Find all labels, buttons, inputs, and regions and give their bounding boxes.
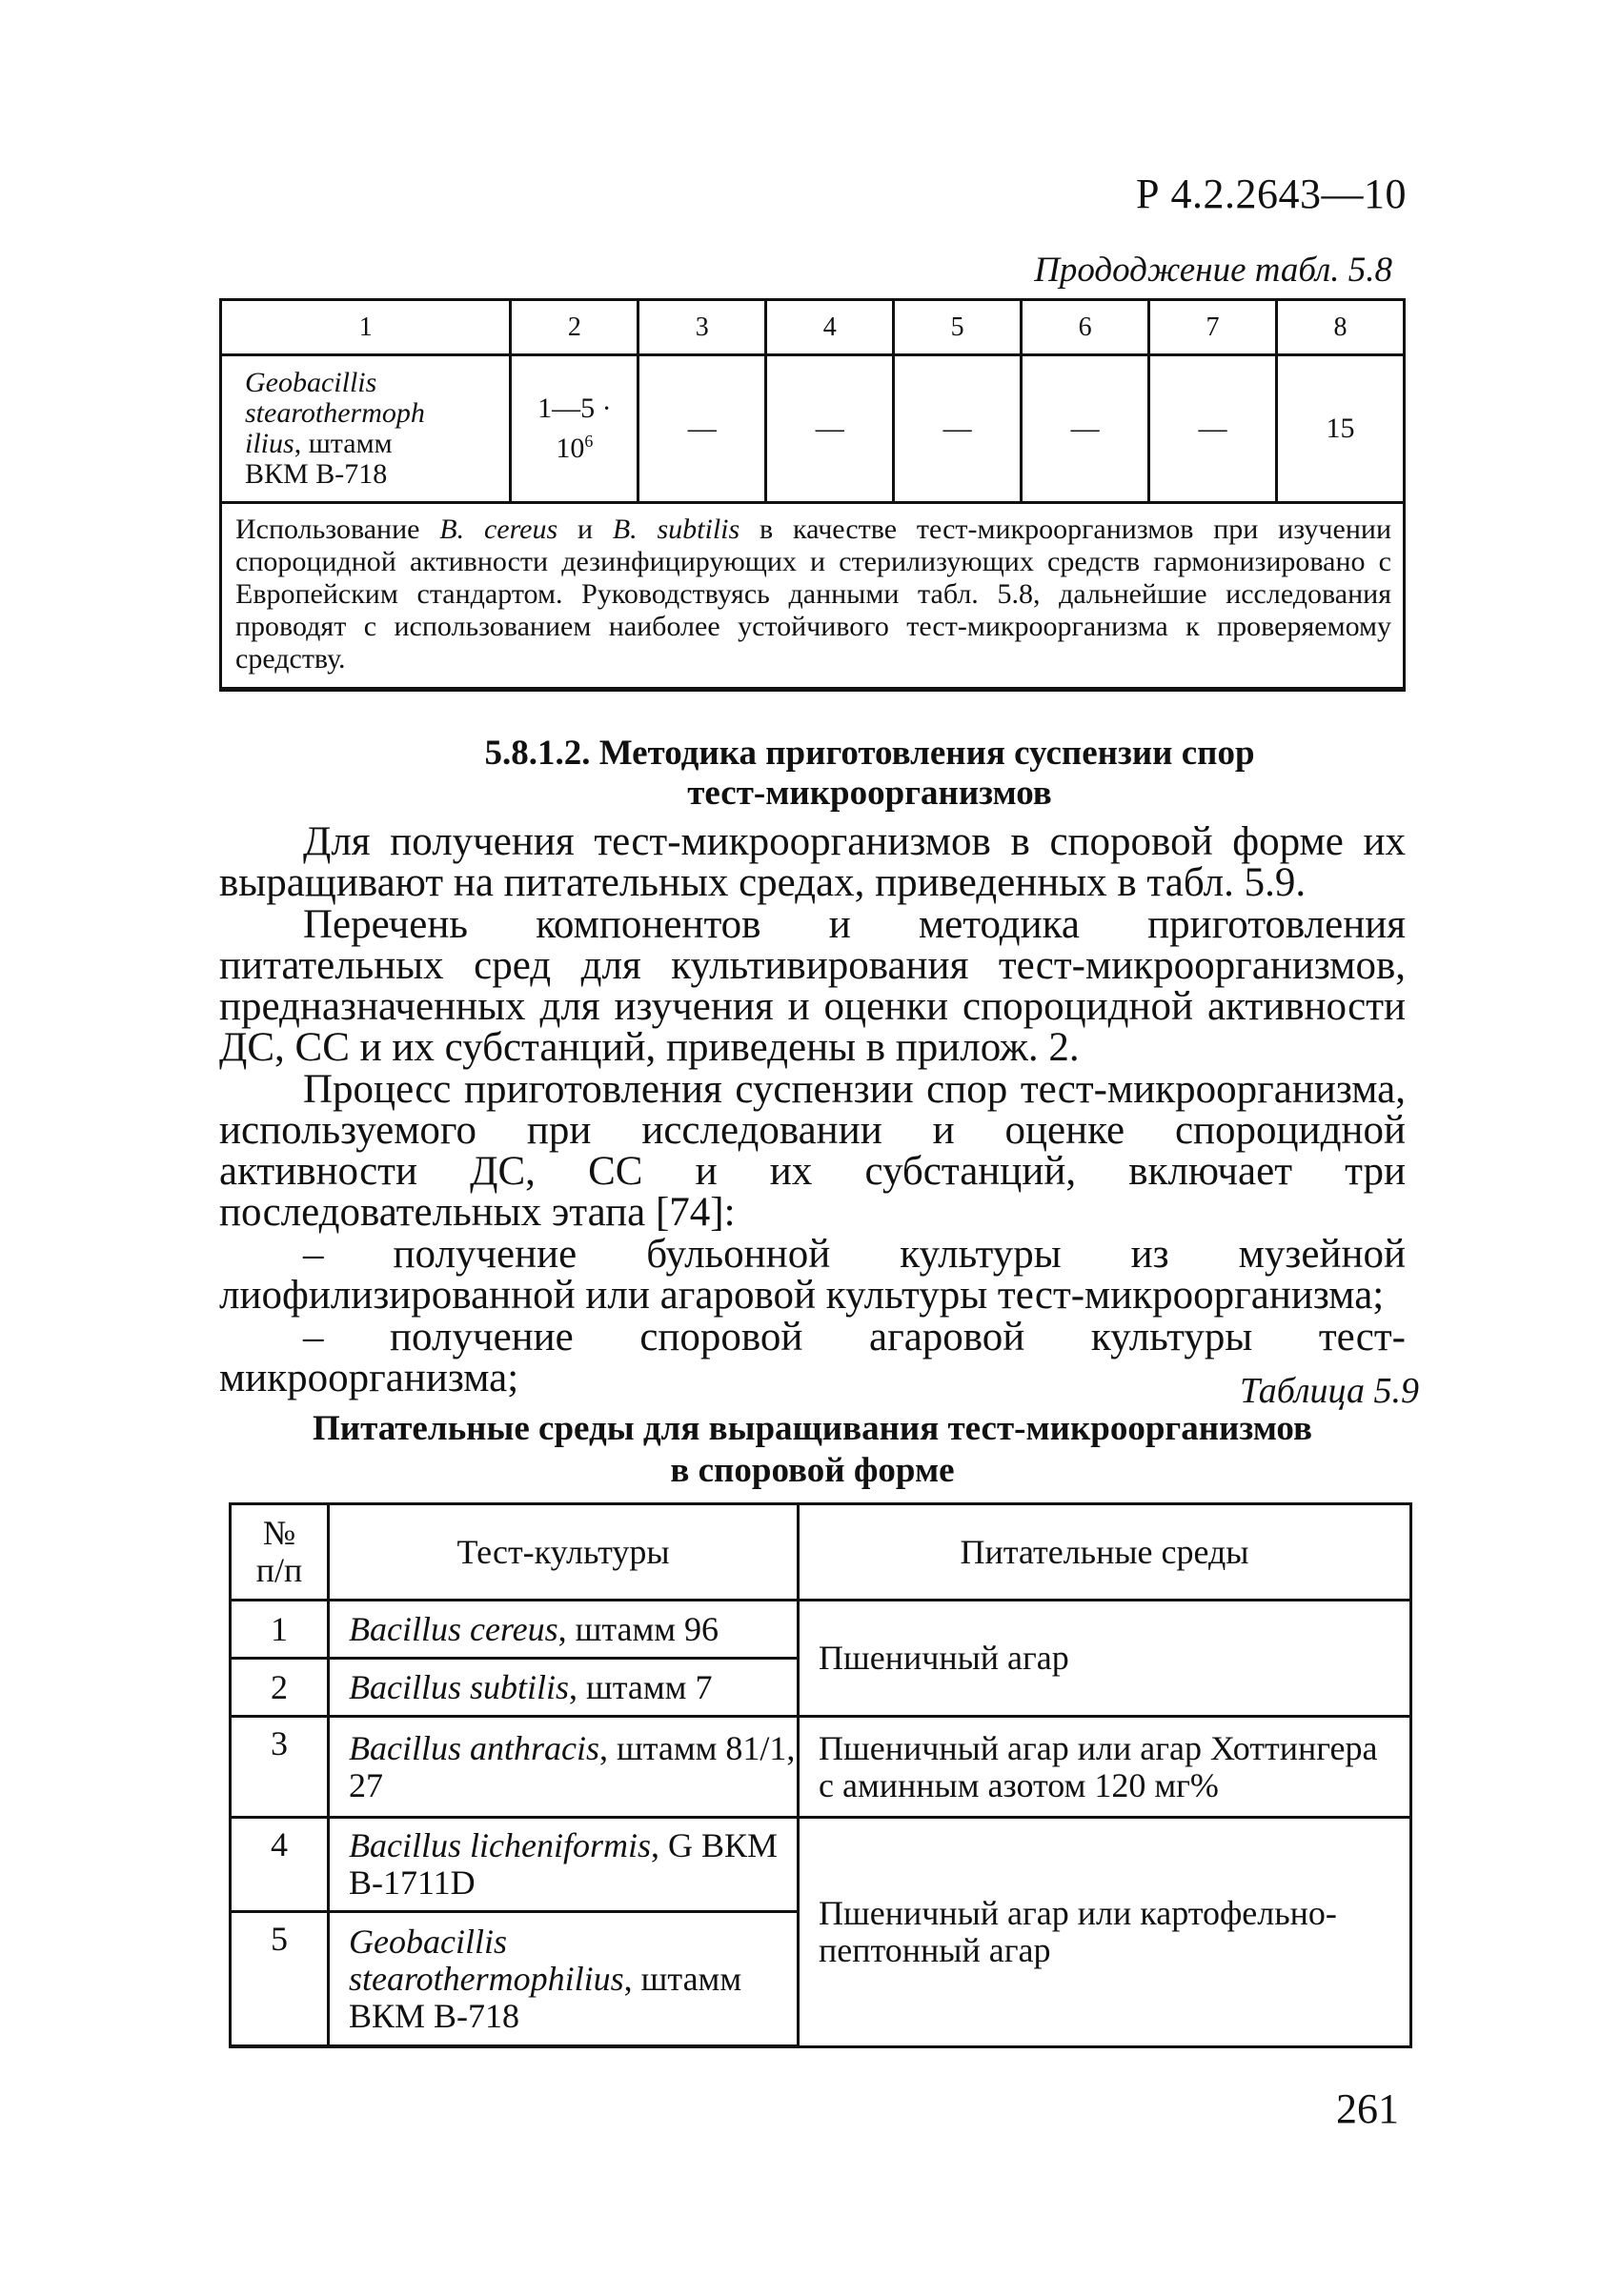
section-heading-line: тест-микроорганизмов — [687, 774, 1052, 813]
table-cell: — — [894, 355, 1022, 503]
culture-cell — [329, 1717, 799, 1818]
note-text: в качестве тест-микроорганизмов при изучении спороцидной активности дезинфицирующих и стерилизующих средств гармонизировано с Европейским стандартом. Руководствуясь данными табл. 5.8, дальнейшие исследования проводят с использованием наиболее устойчивого тест-микроорганизма к проверяемому средству. — [235, 514, 1391, 675]
table-title-line: Питательные среды для выращивания тест-микроорганизмов — [312, 1409, 1312, 1448]
list-item-text: – получение бульонной культуры из музейной лиофилизированной или агаровой культуры тест-микроорганизма; — [219, 1232, 1406, 1318]
organism-name: stearothermoph — [245, 397, 425, 429]
strain-label: , штамм 7 — [569, 1667, 713, 1706]
list-item — [219, 1234, 1406, 1316]
note-species: B. cereus — [439, 514, 558, 545]
table-title — [219, 1408, 1406, 1492]
culture-cell — [329, 1601, 799, 1659]
row-number: 3 — [231, 1717, 329, 1818]
list-item — [219, 1317, 1406, 1399]
column-header: 1 — [221, 300, 511, 355]
document-code: Р 4.2.2643—10 — [1136, 171, 1407, 217]
strain-label: , штамм — [294, 428, 393, 459]
section-heading — [219, 734, 1406, 814]
header-text: № — [262, 1514, 296, 1552]
column-header: 2 — [511, 300, 638, 355]
strain-label: , штамм ВКМ В-718 — [349, 1959, 742, 2035]
row-number: 5 — [231, 1912, 329, 2047]
header-text: п/п — [255, 1551, 303, 1589]
table-header-row — [231, 1504, 1411, 1601]
table-note — [221, 503, 1405, 690]
strain-label: , штамм 81/1, 27 — [349, 1728, 796, 1804]
table-cell: — — [1149, 355, 1277, 503]
media-cell: Пшеничный агар — [799, 1601, 1411, 1717]
concentration-range: 1—5 · — [537, 393, 612, 424]
table-caption: Таблица 5.9 — [1240, 1371, 1419, 1411]
column-header: 8 — [1277, 300, 1405, 355]
paragraph — [219, 904, 1406, 1068]
organism-name: ilius — [245, 428, 294, 459]
species-name: Bacillus cereus — [349, 1609, 558, 1648]
paragraph-text: Перечень компонентов и методика приготовления питательных сред для культивирования тест-микроорганизмов, предназначенных для изучения и оценки спороцидной активности ДС, СС и их субстанций, приведены в прилож. 2. — [219, 902, 1406, 1070]
concentration-base: 10 — [556, 433, 585, 464]
species-name: Bacillus licheniformis — [349, 1826, 651, 1864]
paragraph-text: Для получения тест-микроорганизмов в споровой форме их выращивают на питательных средах, приведенных в табл. 5.9. — [219, 819, 1406, 905]
column-header-cultures: Тест-культуры — [329, 1504, 799, 1601]
column-header-media: Питательные среды — [799, 1504, 1411, 1601]
paragraph-text: Процесс приготовления суспензии спор тест-микроорганизма, используемого при исследовании и оценке спороцидной активности ДС, СС и их субстанций, включает три последовательных этапа [74]: — [219, 1067, 1406, 1235]
species-name: Bacillus subtilis — [349, 1667, 570, 1706]
paragraph — [219, 821, 1406, 903]
organism-name: Geobacillis — [245, 367, 377, 398]
concentration-cell — [511, 355, 638, 503]
table-row — [231, 1601, 1411, 1659]
species-name: Geobacillis stearothermophilius — [349, 1922, 624, 1998]
row-number: 2 — [231, 1659, 329, 1717]
column-header: 4 — [766, 300, 894, 355]
culture-cell — [329, 1818, 799, 1912]
table-row — [231, 1818, 1411, 1912]
row-number: 1 — [231, 1601, 329, 1659]
table-cell: — — [1022, 355, 1149, 503]
table-title-line: в споровой форме — [670, 1451, 955, 1490]
strain-label: , штамм 96 — [557, 1609, 719, 1648]
table-row — [221, 355, 1405, 503]
table-cell: — — [766, 355, 894, 503]
column-header: 7 — [1149, 300, 1277, 355]
strain-label: , G ВКМ В-1711D — [349, 1826, 778, 1902]
paragraph — [219, 1069, 1406, 1233]
culture-cell — [329, 1659, 799, 1717]
media-cell: Пшеничный агар или агар Хоттингера с аминным азотом 120 мг% — [799, 1717, 1411, 1818]
note-species: B. subtilis — [612, 514, 740, 545]
table-cell: 15 — [1277, 355, 1405, 503]
table-cell: — — [638, 355, 766, 503]
note-text: и — [557, 514, 613, 545]
table-row — [231, 1717, 1411, 1818]
list-item-text: – получение споровой агаровой культуры тест-микроорганизма; — [219, 1315, 1406, 1400]
note-text: Использование — [235, 514, 440, 545]
table-5-9 — [229, 1502, 1412, 2048]
media-cell: Пшеничный агар или картофельно-пептонный агар — [799, 1818, 1411, 2047]
table-5-8-continuation — [219, 298, 1406, 692]
concentration-exponent: 6 — [584, 432, 594, 451]
table-continuation-caption: Прододжение табл. 5.8 — [1034, 251, 1392, 290]
column-header: 6 — [1022, 300, 1149, 355]
strain-code: ВКМ В-718 — [245, 458, 388, 490]
culture-cell — [329, 1912, 799, 2047]
table-header-row — [221, 300, 1405, 355]
column-header-number — [231, 1504, 329, 1601]
column-header: 5 — [894, 300, 1022, 355]
page-number: 261 — [1336, 2085, 1399, 2132]
table-note-row — [221, 503, 1405, 690]
row-number: 4 — [231, 1818, 329, 1912]
organism-cell — [221, 355, 511, 503]
column-header: 3 — [638, 300, 766, 355]
species-name: Bacillus anthracis — [349, 1728, 599, 1767]
section-heading-line: 5.8.1.2. Методика приготовления суспензии спор — [484, 734, 1255, 773]
